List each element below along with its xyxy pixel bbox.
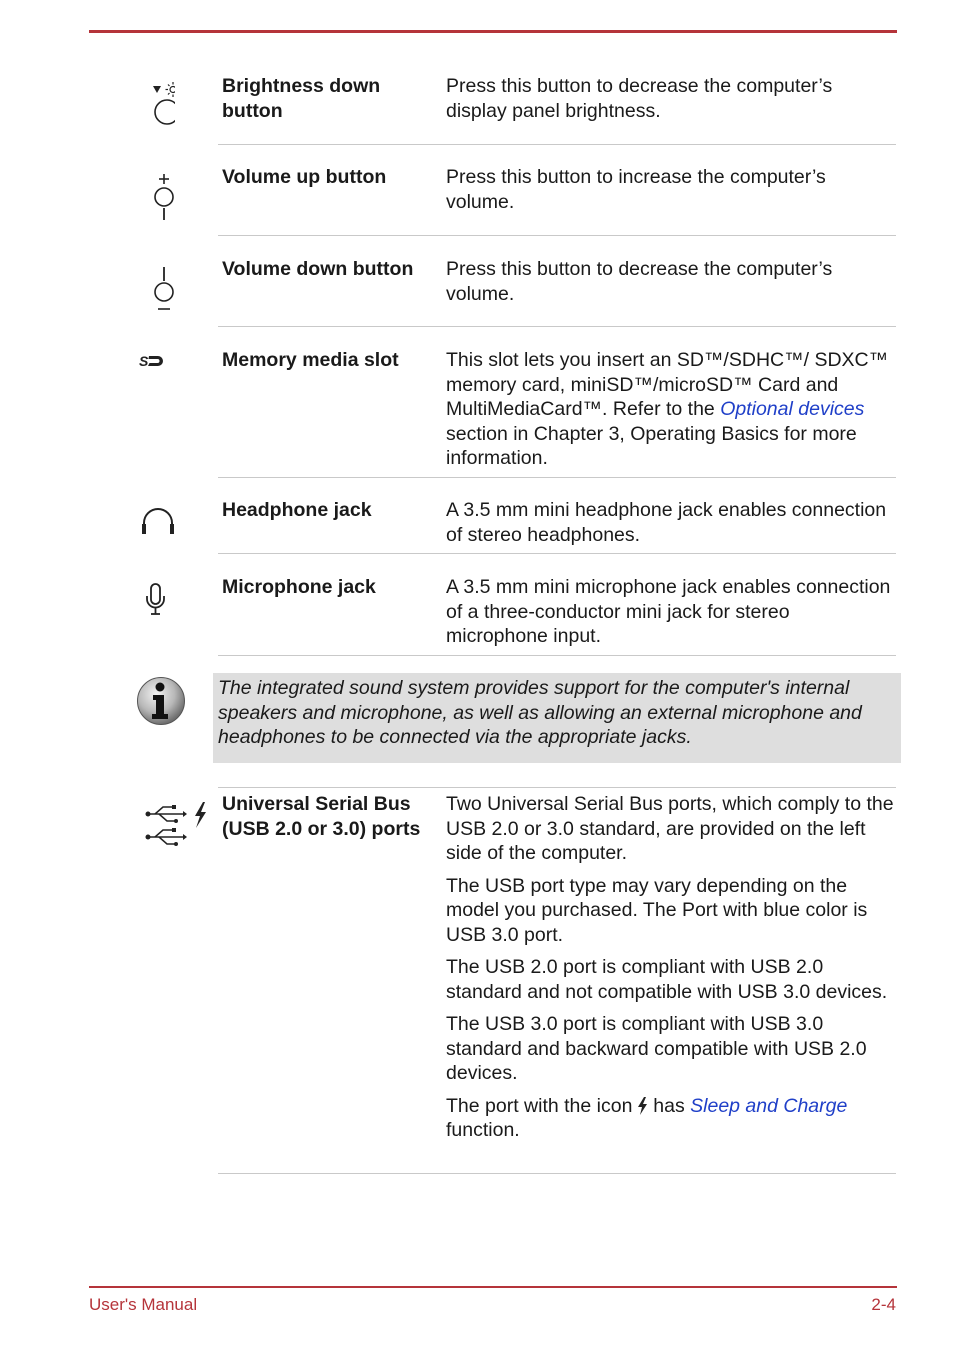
term-label: Headphone jack — [222, 499, 372, 521]
optional-devices-link[interactable]: Optional devices — [720, 398, 865, 420]
volume-up-icon — [135, 170, 195, 226]
sleep-charge-icon — [638, 1097, 648, 1115]
term-label: Brightness down button — [222, 75, 381, 122]
row-divider — [218, 477, 896, 478]
usb-paragraph-5-after: function. — [446, 1119, 520, 1141]
note-box — [213, 673, 901, 763]
sd-card-icon — [135, 352, 195, 372]
page-number: 2-4 — [871, 1295, 896, 1314]
usb-paragraph-3: The USB 2.0 port is compliant with USB 2.0 standard and not compatible with USB 3.0 devices. — [446, 956, 888, 1003]
row-divider — [218, 655, 896, 656]
footer-rule — [89, 1286, 897, 1288]
info-icon — [136, 676, 186, 726]
description-text: Press this button to increase the computer’s volume. — [446, 166, 826, 213]
description-text — [446, 348, 894, 471]
term-label-line2: (USB 2.0 or 3.0) ports — [222, 817, 421, 840]
description-text-after: section in Chapter 3, Operating Basics for more information. — [446, 422, 857, 469]
row-divider — [218, 144, 896, 145]
row-divider — [218, 1173, 896, 1174]
volume-down-icon — [135, 265, 195, 315]
term-label: Microphone jack — [222, 576, 376, 598]
usb-paragraph-5-middle: has — [647, 1094, 691, 1117]
row-divider — [218, 787, 896, 788]
description-text: Press this button to decrease the computer’s display panel brightness. — [446, 75, 833, 122]
microphone-icon — [135, 583, 195, 619]
usb-paragraph-5 — [446, 1094, 894, 1143]
term-label: Volume up button — [222, 166, 387, 188]
description-text: Press this button to decrease the computer’s volume. — [446, 258, 833, 305]
usb-paragraph-5-before: The port with the icon — [446, 1094, 638, 1117]
headphone-icon — [135, 504, 195, 538]
sleep-and-charge-link[interactable]: Sleep and Charge — [690, 1094, 848, 1117]
description-text — [446, 792, 894, 1151]
note-text: The integrated sound system provides support for the computer's internal speakers and microphone, as well as allowing an external microphone and headphones to be connected via the appropriate jacks. — [218, 677, 862, 748]
brightness-down-icon — [135, 80, 195, 130]
svg-text:S: S — [139, 353, 148, 369]
term-label — [222, 792, 437, 841]
usb-paragraph-4: The USB 3.0 port is compliant with USB 3.0 standard and backward compatible with USB 2.0 devices. — [446, 1013, 867, 1084]
row-divider — [218, 326, 896, 327]
term-label: Memory media slot — [222, 349, 399, 371]
header-rule — [89, 30, 897, 33]
description-text-before: This slot lets you insert an SD™/SDHC™/ SDXC™ memory card, miniSD™/microSD™ Card and MultiMediaCard™. Refer to the — [446, 349, 889, 420]
footer-title: User's Manual — [89, 1295, 198, 1314]
usb-sleep-charge-icon — [143, 802, 203, 852]
description-text: A 3.5 mm mini headphone jack enables connection of stereo headphones. — [446, 499, 887, 546]
description-text: A 3.5 mm mini microphone jack enables connection of a three-conductor mini jack for stereo microphone input. — [446, 576, 891, 647]
term-label: Volume down button — [222, 258, 414, 280]
row-divider — [218, 553, 896, 554]
row-divider — [218, 235, 896, 236]
term-label-line1: Universal Serial Bus — [222, 793, 411, 815]
usb-paragraph-2: The USB port type may vary depending on the model you purchased. The Port with blue color is USB 3.0 port. — [446, 874, 868, 946]
usb-paragraph-1: Two Universal Serial Bus ports, which comply to the USB 2.0 or 3.0 standard, are provided on the left side of the computer. — [446, 793, 894, 864]
